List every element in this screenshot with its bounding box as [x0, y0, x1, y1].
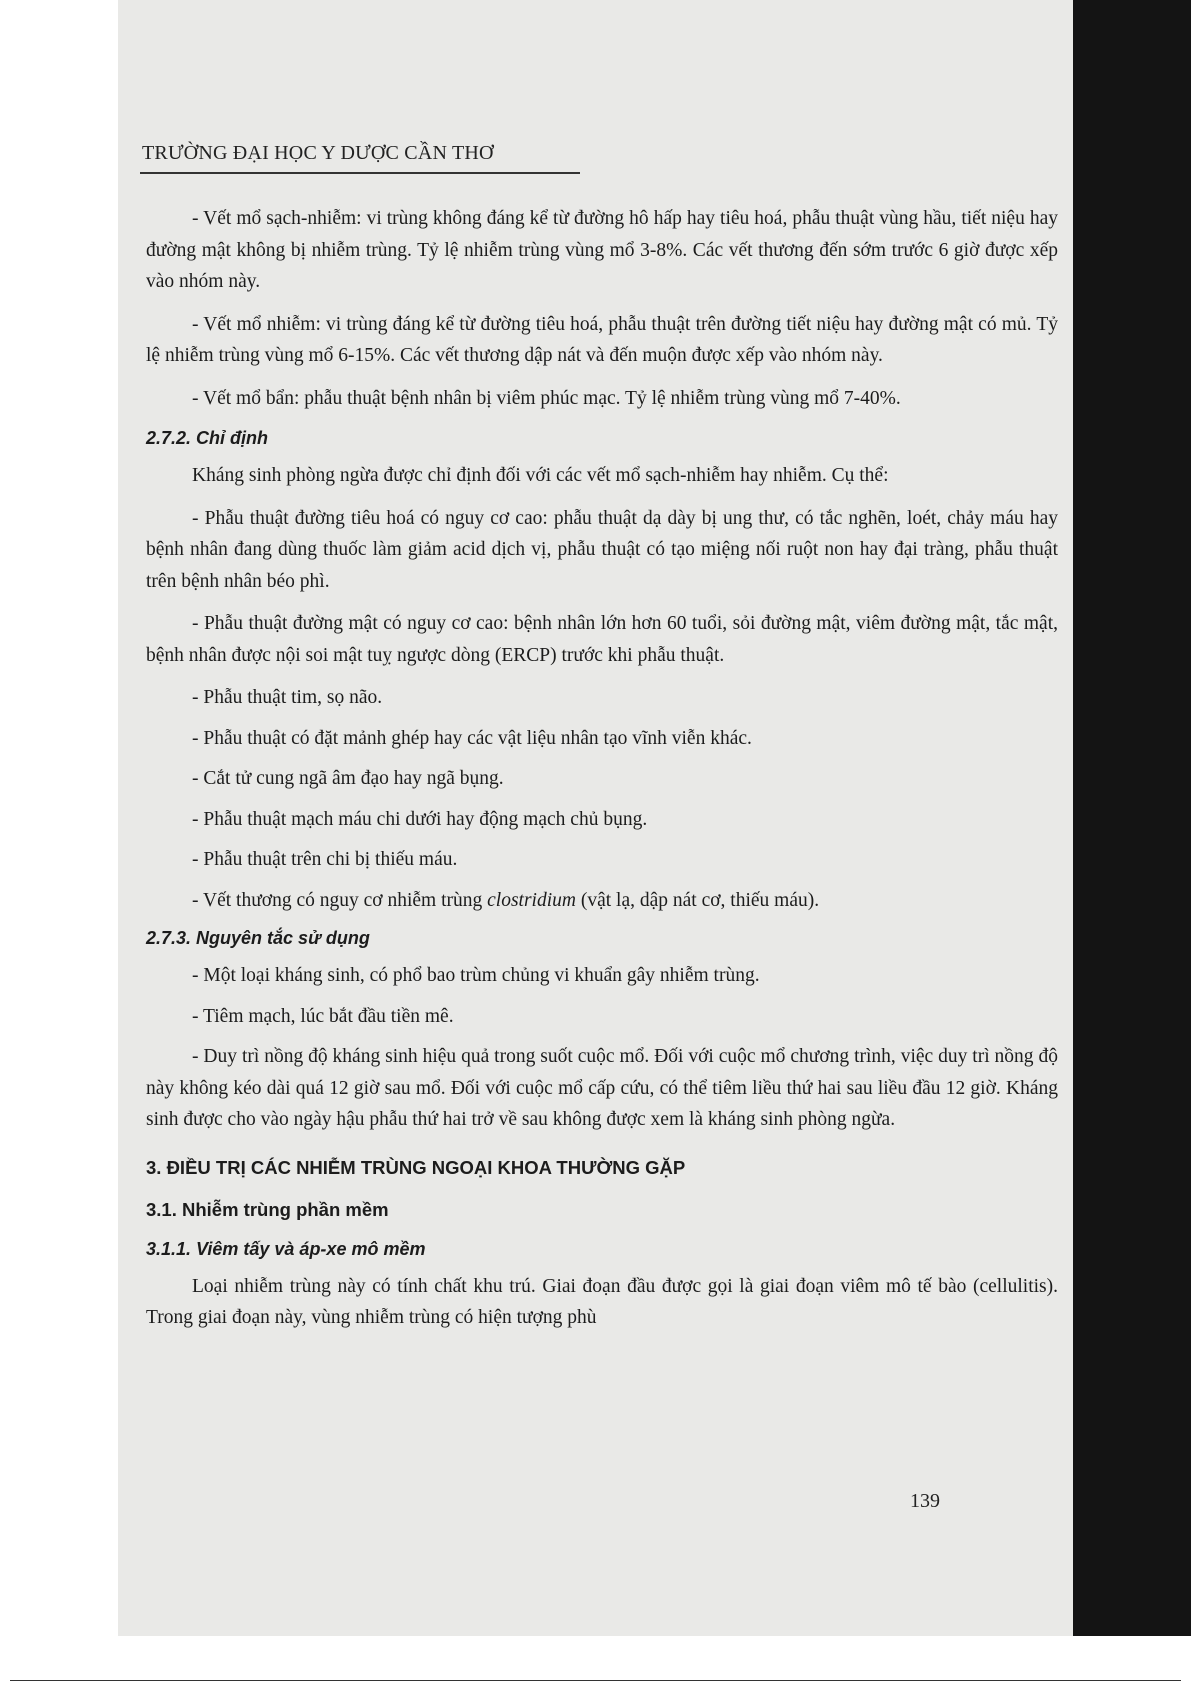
section-heading-3-1-1: 3.1.1. Viêm tấy và áp-xe mô mềm [146, 1238, 426, 1259]
list-item-text: - Vết thương có nguy cơ nhiễm trùng [192, 889, 488, 911]
document-page [118, 0, 1073, 1636]
scan-margin-left [0, 0, 118, 1636]
list-item-text: (vật lạ, dập nát cơ, thiếu máu). [575, 889, 820, 911]
list-item: - Cắt tử cung ngã âm đạo hay ngã bụng. [192, 768, 504, 789]
list-item: - Một loại kháng sinh, có phổ bao trùm chủng vi khuẩn gây nhiễm trùng. [192, 965, 760, 986]
list-item: - Phẫu thuật tim, sọ não. [192, 687, 383, 708]
list-item [146, 885, 1058, 917]
page-number: 139 [910, 1490, 940, 1512]
paragraph: - Vết mổ bẩn: phẫu thuật bệnh nhân bị viêm phúc mạc. Tỷ lệ nhiễm trùng vùng mổ 7-40%. [192, 387, 901, 409]
scan-margin-right [1073, 0, 1191, 1636]
header-rule [140, 172, 580, 174]
italic-term: clostridium [487, 889, 576, 911]
page-content [146, 203, 1058, 1345]
section-heading-2-7-2: 2.7.2. Chỉ định [146, 428, 269, 448]
list-item: - Phẫu thuật mạch máu chi dưới hay động mạch chủ bụng. [192, 808, 648, 830]
bottom-strip [0, 1636, 1191, 1685]
paragraph: - Vết mổ nhiễm: vi trùng đáng kể từ đường tiêu hoá, phẫu thuật trên đường tiết niệu hay đường mật có mủ. Tỷ lệ nhiễm trùng vùng mổ 6-15%. Các vết thương dập nát và đến muộn được xếp vào nhóm này. [146, 313, 1058, 366]
list-item: - Phẫu thuật trên chi bị thiếu máu. [192, 849, 458, 870]
running-header: TRƯỜNG ĐẠI HỌC Y DƯỢC CẦN THƠ [142, 142, 494, 164]
list-item: - Phẫu thuật có đặt mảnh ghép hay các vật liệu nhân tạo vĩnh viễn khác. [192, 727, 752, 749]
paragraph: - Phẫu thuật đường mật có nguy cơ cao: bệnh nhân lớn hơn 60 tuổi, sỏi đường mật, viêm đường mật, tắc mật, bệnh nhân được nội soi mật tuỵ ngược dòng (ERCP) trước khi phẫu thuật. [146, 613, 1058, 666]
paragraph: - Phẫu thuật đường tiêu hoá có nguy cơ cao: phẫu thuật dạ dày bị ung thư, có tắc nghẽn, loét, chảy máu hay bệnh nhân đang dùng thuốc làm giảm acid dịch vị, phẫu thuật có tạo miệng nối ruột non hay đại tràng, phẫu thuật trên bệnh nhân béo phì. [146, 507, 1058, 592]
paragraph: Kháng sinh phòng ngừa được chỉ định đối với các vết mổ sạch-nhiễm hay nhiễm. Cụ thể: [192, 465, 889, 486]
bottom-rule [10, 1680, 1181, 1681]
paragraph: - Vết mổ sạch-nhiễm: vi trùng không đáng kể từ đường hô hấp hay tiêu hoá, phẫu thuật vùng hầu, tiết niệu hay đường mật không bị nhiễm trùng. Tỷ lệ nhiễm trùng vùng mổ 3-8%. Các vết thương đến sớm trước 6 giờ được xếp vào nhóm này. [146, 208, 1058, 292]
paragraph: - Duy trì nồng độ kháng sinh hiệu quả trong suốt cuộc mổ. Đối với cuộc mổ chương trình, việc duy trì nồng độ này không kéo dài quá 12 giờ sau mổ. Đối với cuộc mổ cấp cứu, có thể tiêm liều thứ hai sau liều đầu 12 giờ. Kháng sinh được cho vào ngày hậu phẫu thứ hai trở về sau không được xem là kháng sinh phòng ngừa. [146, 1046, 1058, 1130]
list-item: - Tiêm mạch, lúc bắt đầu tiền mê. [192, 1005, 454, 1027]
chapter-heading-3: 3. ĐIỀU TRỊ CÁC NHIỄM TRÙNG NGOẠI KHOA THƯỜNG GẶP [146, 1156, 686, 1178]
section-heading-3-1: 3.1. Nhiễm trùng phần mềm [146, 1198, 389, 1220]
paragraph: Loại nhiễm trùng này có tính chất khu trú. Giai đoạn đầu được gọi là giai đoạn viêm mô tế bào (cellulitis). Trong giai đoạn này, vùng nhiễm trùng có hiện tượng phù [146, 1275, 1058, 1328]
section-heading-2-7-3: 2.7.3. Nguyên tắc sử dụng [146, 928, 370, 948]
